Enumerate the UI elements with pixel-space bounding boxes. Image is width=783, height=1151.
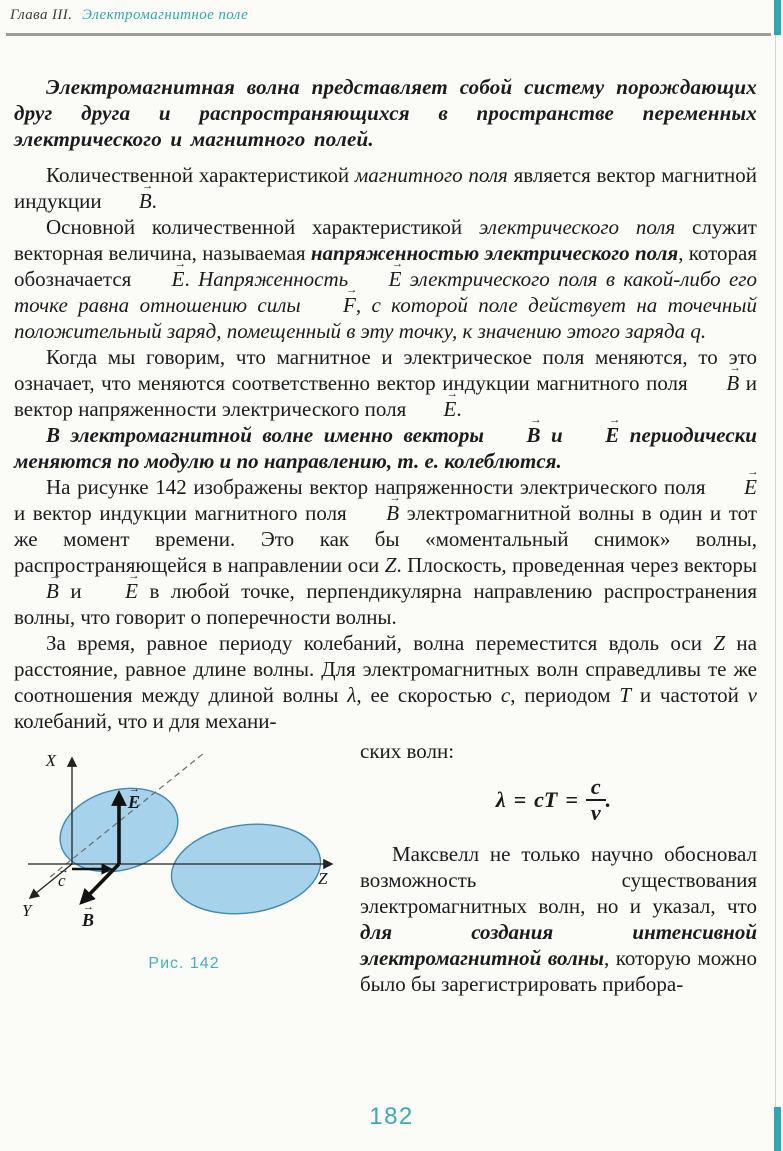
text-segment: . bbox=[151, 189, 157, 213]
text-segment: В электромагнитной волне именно векторы bbox=[46, 423, 495, 447]
formula-ct: cT bbox=[534, 786, 558, 812]
paragraph bbox=[14, 630, 757, 734]
text-segment: Z bbox=[713, 631, 726, 655]
e-vector-arrow-glyph: → bbox=[129, 783, 140, 795]
text-segment: , периодом bbox=[510, 683, 620, 707]
text-segment: периодически меняются по модулю и по направлению, т. е. колеблются. bbox=[14, 423, 757, 473]
text-segment: Максвелл не только научно обосновал возможность существования электромагнитных волн, но и указал, что bbox=[360, 841, 757, 918]
c-vector-label: c bbox=[58, 871, 66, 890]
text-segment: . bbox=[456, 397, 462, 421]
text-segment: Количественной характеристикой bbox=[46, 163, 355, 187]
text-segment: и вектор индукции магнитного поля bbox=[14, 501, 355, 525]
formula-numerator: c bbox=[586, 776, 606, 801]
x-axis-label: X bbox=[45, 751, 56, 770]
vector-symbol: → E bbox=[412, 396, 457, 422]
text-segment: За время, равное периоду колебаний, волна переместится вдоль оси bbox=[46, 631, 714, 655]
text-segment: Напряженность bbox=[198, 267, 357, 291]
text-segment: для создания интенсивной электромагнитной волны bbox=[360, 919, 757, 970]
text-segment: и bbox=[540, 423, 574, 447]
b-vector-label: B bbox=[82, 910, 95, 930]
paragraph bbox=[14, 344, 757, 422]
running-head bbox=[10, 7, 248, 24]
paragraph bbox=[14, 422, 757, 474]
z-axis-label: Z bbox=[318, 869, 328, 888]
vector-symbol: → E bbox=[357, 266, 402, 292]
text-segment: c bbox=[500, 683, 511, 707]
text-segment: на расстояние, равное длине волны. Для электромагнитных волн справедливы те же соотношения между длиной волны bbox=[14, 631, 757, 707]
text-segment: , которую можно было бы зарегистрировать прибора- bbox=[360, 945, 758, 996]
text-segment: Когда мы говорим, что магнитное и электрическое поля меняются, то это означает, что меняются соответственно вектор индукции магнитного поля bbox=[14, 345, 757, 395]
text-segment: Основной количественной характеристикой bbox=[46, 215, 479, 239]
text-segment: Электромагнитная волна представляет собой систему порождающих друг друга и распространяющихся в пространстве переменных электрического и магнитного полей. bbox=[14, 75, 757, 151]
text-segment: служит векторная величина, называемая bbox=[14, 215, 757, 265]
text-segment: , которая обозначается bbox=[14, 241, 757, 291]
vector-symbol: → B bbox=[494, 422, 540, 448]
body-text bbox=[14, 44, 757, 997]
paragraph bbox=[14, 474, 757, 630]
right-column bbox=[354, 738, 757, 997]
chapter-label: Глава III. bbox=[10, 7, 73, 23]
vector-symbol: → B bbox=[354, 500, 399, 526]
vector-symbol: → B bbox=[107, 188, 152, 214]
figure-and-text-block bbox=[14, 738, 757, 997]
vector-symbol: → E bbox=[140, 266, 185, 292]
text-segment: электромагнитной волны в один и тот же момент времени. Это как бы «моментальный снимок» волны, распространяющейся в направлении оси bbox=[14, 501, 758, 577]
page-edge-accent-top bbox=[774, 0, 781, 35]
vector-symbol: → E bbox=[712, 474, 757, 500]
page-edge-line bbox=[775, 0, 776, 1151]
text-segment: Z bbox=[384, 553, 397, 577]
text-segment: и bbox=[58, 579, 94, 603]
paragraph bbox=[14, 162, 757, 214]
text-segment: колебаний, что и для механи- bbox=[14, 709, 277, 733]
page-number: 182 bbox=[369, 1103, 414, 1130]
text-segment: T bbox=[619, 683, 632, 707]
wavelength-formula bbox=[360, 776, 747, 825]
text-segment: , ее скоростью bbox=[356, 683, 501, 707]
formula-fraction bbox=[586, 776, 606, 825]
text-segment: q bbox=[690, 319, 701, 343]
text-segment: напряженностью электрического поля bbox=[310, 241, 679, 265]
text-segment: магнитного поля bbox=[354, 163, 508, 187]
text-segment: электрического поля bbox=[478, 215, 676, 239]
maxwell-paragraph bbox=[360, 841, 757, 997]
text-segment: На рисунке 142 изображены вектор напряженности электрического поля bbox=[46, 475, 713, 499]
text-segment: электрического поля в какой-либо его точке равна отношению силы bbox=[14, 267, 757, 317]
text-segment: , с которой поле действует на точечный положительный заряд, помещенный в эту точку, к значению этого заряда bbox=[14, 293, 757, 343]
formula-denominator: ν bbox=[590, 800, 601, 826]
text-segment: в любой точке, перпендикулярна направлению распространения волны, что говорит о поперечности волны. bbox=[14, 579, 757, 629]
formula-lambda: λ bbox=[495, 786, 506, 812]
wave-lobe-right bbox=[166, 815, 327, 923]
vector-symbol: → E bbox=[93, 578, 138, 604]
em-wave-diagram bbox=[14, 742, 354, 947]
text-segment: . bbox=[184, 267, 199, 291]
figure-caption: Рис. 142 bbox=[148, 955, 220, 972]
y-axis-label: Y bbox=[22, 901, 32, 920]
text-segment: . bbox=[700, 319, 707, 343]
chapter-title: Электромагнитное поле bbox=[82, 7, 249, 23]
formula-equals: = bbox=[513, 786, 527, 812]
paragraph bbox=[14, 214, 757, 344]
figure-142 bbox=[14, 742, 354, 997]
vector-symbol: → B bbox=[14, 578, 59, 604]
formula-period: . bbox=[605, 786, 612, 812]
formula-equals: = bbox=[565, 786, 578, 812]
vector-symbol: → F bbox=[311, 292, 356, 318]
text-segment: λ bbox=[347, 683, 357, 707]
text-segment: и частотой bbox=[631, 683, 748, 707]
text-segment: ν bbox=[747, 683, 757, 707]
c-vector-arrow-glyph: → bbox=[58, 864, 69, 876]
text-segment: . Плоскость, проведенная через векторы bbox=[396, 553, 757, 577]
b-vector-arrow-glyph: → bbox=[83, 901, 94, 913]
text-segment: является вектор магнитной индукции bbox=[14, 163, 757, 213]
hyphen-continuation: ских волн: bbox=[360, 739, 455, 763]
vector-symbol: → B bbox=[694, 370, 739, 396]
e-vector-label: E bbox=[128, 792, 141, 812]
text-segment: и вектор напряженности электрического поля bbox=[14, 371, 757, 421]
lead-paragraph bbox=[14, 74, 757, 152]
vector-symbol: → E bbox=[573, 422, 619, 448]
header-rule bbox=[6, 33, 771, 36]
